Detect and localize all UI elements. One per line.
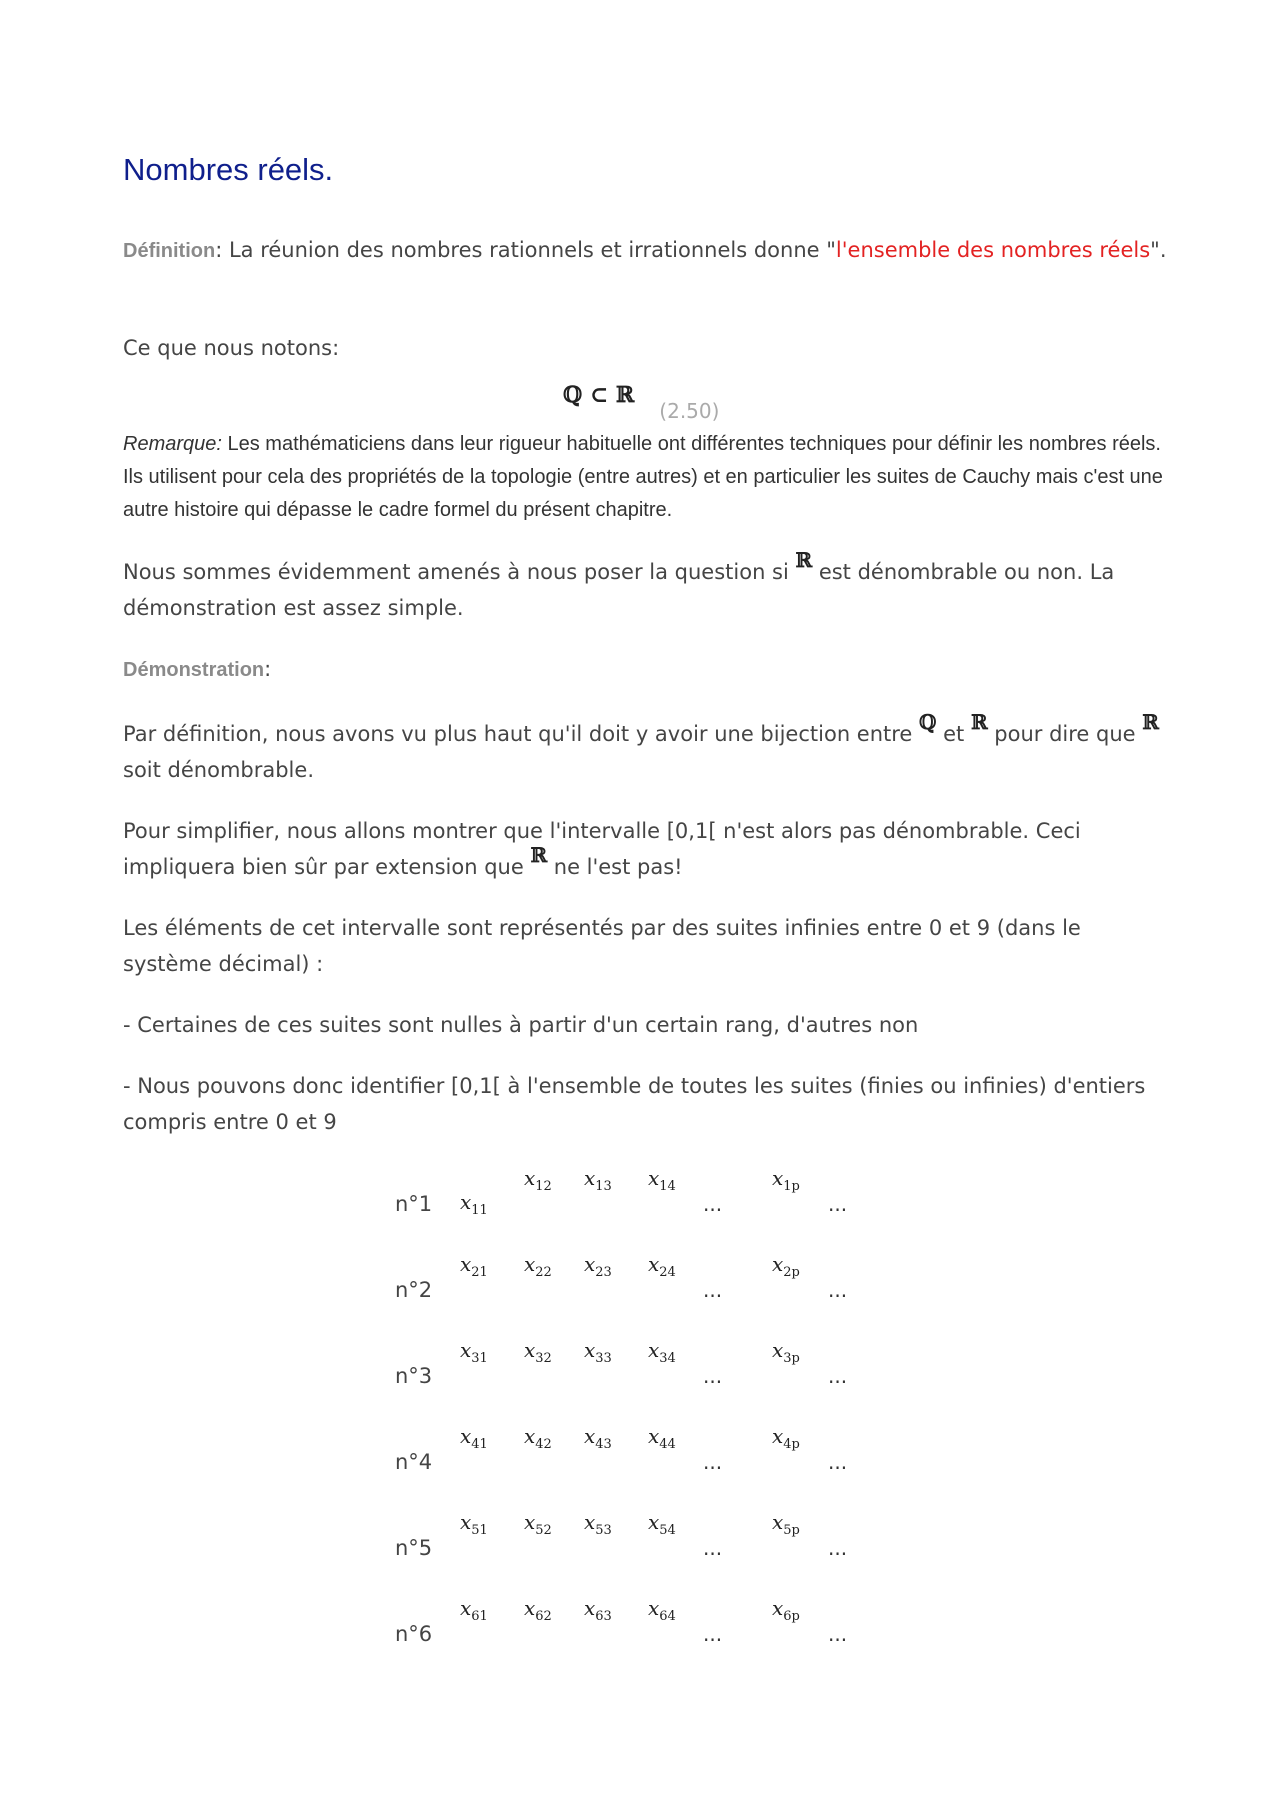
ellipsis: ... xyxy=(703,1450,723,1474)
ellipsis: ... xyxy=(828,1536,848,1560)
sequence-term: $x_{4p}$ xyxy=(772,1424,800,1452)
sequence-term: $x_{44}$ xyxy=(648,1424,676,1452)
ellipsis: ... xyxy=(828,1450,848,1474)
definition-end: ". xyxy=(1150,238,1167,262)
sequence-term: $x_{11}$ xyxy=(460,1190,488,1218)
ellipsis: ... xyxy=(828,1278,848,1302)
simplify-text: Pour simplifier, nous allons montrer que l'intervalle [0,1[ n'est alors pas dénombrable. Ceci impliquera bien sûr par extension que xyxy=(123,819,1081,879)
reals-symbol: ℝ xyxy=(1142,710,1159,734)
bijection-text-4: soit dénombrable. xyxy=(123,758,314,782)
sequence-term: $x_{52}$ xyxy=(524,1510,552,1538)
sequence-term: $x_{5p}$ xyxy=(772,1510,800,1538)
sequence-term: $x_{14}$ xyxy=(648,1166,676,1194)
sequence-term: $x_{21}$ xyxy=(460,1252,488,1280)
reals-symbol: ℝ xyxy=(795,548,813,572)
reals-symbol: ℝ xyxy=(970,710,988,734)
equation-number: (2.50) xyxy=(659,399,720,423)
sequence-term: $x_{62}$ xyxy=(524,1596,552,1624)
definition-text: : La réunion des nombres rationnels et irrationnels donne " xyxy=(215,238,836,262)
remark-paragraph xyxy=(123,428,1173,527)
demo-heading xyxy=(123,651,1173,688)
equation-formula: ℚ ⊂ ℝ xyxy=(563,382,635,408)
row-label: n°4 xyxy=(395,1450,433,1474)
row-label: n°2 xyxy=(395,1278,433,1302)
bijection-paragraph xyxy=(123,710,1173,788)
row-label: n°3 xyxy=(395,1364,433,1388)
page-title: Nombres réels. xyxy=(123,152,334,187)
sequence-term: $x_{43}$ xyxy=(584,1424,612,1452)
ellipsis: ... xyxy=(828,1192,848,1216)
sequence-term: $x_{41}$ xyxy=(460,1424,488,1452)
sequence-term: $x_{33}$ xyxy=(584,1338,612,1366)
ellipsis: ... xyxy=(828,1622,848,1646)
row-label: n°6 xyxy=(395,1622,433,1646)
row-label: n°1 xyxy=(395,1192,433,1216)
simplify-paragraph xyxy=(123,813,1173,885)
sequence-term: $x_{13}$ xyxy=(584,1166,612,1194)
question-text: Nous sommes évidemment amenés à nous poser la question si xyxy=(123,560,796,584)
sequence-term: $x_{64}$ xyxy=(648,1596,676,1624)
demo-colon: : xyxy=(264,657,272,681)
sequence-term: $x_{1p}$ xyxy=(772,1166,800,1194)
rationals-symbol: ℚ xyxy=(919,710,937,734)
bijection-text-1: Par définition, nous avons vu plus haut qu'il doit y avoir une bijection entre xyxy=(123,722,920,746)
elements-paragraph: Les éléments de cet intervalle sont représentés par des suites infinies entre 0 et 9 (dans le système décimal) : xyxy=(123,916,1081,976)
reals-symbol: ℝ xyxy=(530,843,548,867)
ellipsis: ... xyxy=(703,1192,723,1216)
sequence-term: $x_{54}$ xyxy=(648,1510,676,1538)
sequence-term: $x_{51}$ xyxy=(460,1510,488,1538)
sequence-term: $x_{42}$ xyxy=(524,1424,552,1452)
sequence-term: $x_{32}$ xyxy=(524,1338,552,1366)
bijection-text-3: pour dire que xyxy=(987,722,1143,746)
bijection-text-2: et xyxy=(936,722,971,746)
question-paragraph xyxy=(123,548,1173,626)
bullet-1: - Certaines de ces suites sont nulles à partir d'un certain rang, d'autres non xyxy=(123,1013,919,1037)
remark-label: Remarque: xyxy=(123,433,222,455)
definition-paragraph xyxy=(123,232,1173,269)
sequence-term: $x_{24}$ xyxy=(648,1252,676,1280)
sequence-term: $x_{53}$ xyxy=(584,1510,612,1538)
sequence-term: $x_{3p}$ xyxy=(772,1338,800,1366)
sequence-term: $x_{23}$ xyxy=(584,1252,612,1280)
ellipsis: ... xyxy=(828,1364,848,1388)
equation xyxy=(563,382,720,423)
sequence-term: $x_{61}$ xyxy=(460,1596,488,1624)
notation-intro: Ce que nous notons: xyxy=(123,336,340,360)
sequence-term: $x_{12}$ xyxy=(524,1166,552,1194)
ellipsis: ... xyxy=(703,1278,723,1302)
remark-text: Les mathématiciens dans leur rigueur habituelle ont différentes techniques pour définir les nombres réels. Ils utilisent pour cela des propriétés de la topologie (entre autres) et en particulier les suites de Cauchy mais c'est une autre histoire qui dépasse le cadre formel du présent chapitre. xyxy=(123,433,1163,521)
definition-highlight: l'ensemble des nombres réels xyxy=(835,238,1151,262)
bullet-2: - Nous pouvons donc identifier [0,1[ à l'ensemble de toutes les suites (finies ou infinies) d'entiers compris entre 0 et 9 xyxy=(123,1074,1146,1134)
sequence-term: $x_{34}$ xyxy=(648,1338,676,1366)
sequence-term: $x_{63}$ xyxy=(584,1596,612,1624)
sequence-term: $x_{2p}$ xyxy=(772,1252,800,1280)
definition-label: Définition xyxy=(123,240,216,262)
demo-label: Démonstration xyxy=(123,659,265,681)
row-label: n°5 xyxy=(395,1536,433,1560)
ellipsis: ... xyxy=(703,1364,723,1388)
sequence-term: $x_{6p}$ xyxy=(772,1596,800,1624)
ellipsis: ... xyxy=(703,1622,723,1646)
question-text-end: est dénombrable ou non. La démonstration est assez simple. xyxy=(123,560,1115,620)
sequence-term: $x_{31}$ xyxy=(460,1338,488,1366)
simplify-text-end: ne l'est pas! xyxy=(547,855,683,879)
sequence-term: $x_{22}$ xyxy=(524,1252,552,1280)
ellipsis: ... xyxy=(703,1536,723,1560)
